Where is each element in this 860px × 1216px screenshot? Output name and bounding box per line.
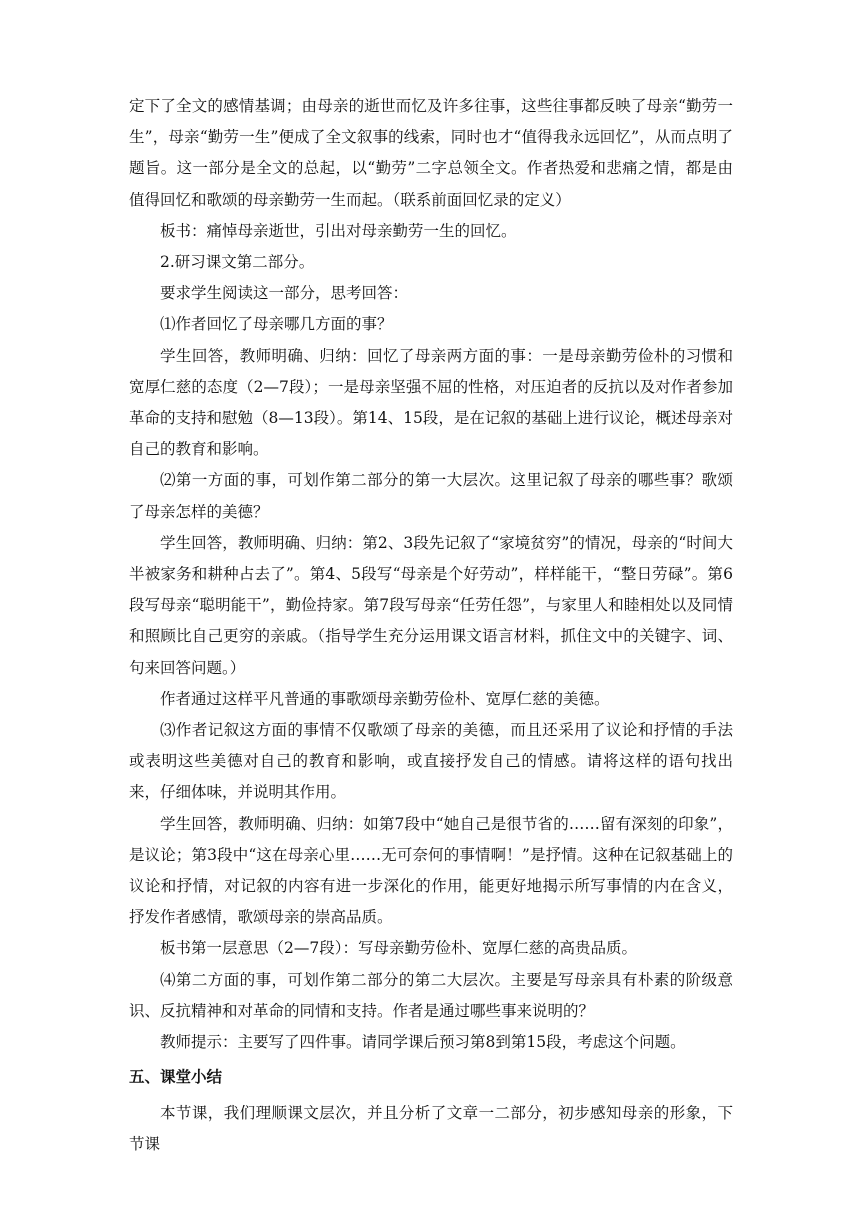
answer-paragraph: 学生回答，教师明确、归纳：回忆了母亲两方面的事：一是母亲勤劳俭朴的习惯和宽厚仁慈的态度（2—7段）；一是母亲坚强不屈的性格，对压迫者的反抗以及对作者参加革命的支持和慰勉（8—13段）。第14、15段，是在记叙的基础上进行议论，概述母亲对自己的教育和影响。 — [129, 346, 733, 459]
blackboard-note: 板书第一层意思（2—7段）：写母亲勤劳俭朴、宽厚仁慈的高贵品质。 — [160, 939, 637, 958]
teacher-hint: 教师提示：主要写了四件事。请同学课后预习第8到第15段，考虑这个问题。 — [160, 1033, 686, 1052]
answer-paragraph: 学生回答，教师明确、归纳：第2、3段先记叙了“家境贫穷”的情况，母亲的“时间大半被家务和耕种占去了”。第4、5段写“母亲是个好劳动”，样样能干，“整日劳碌”。第6段写母亲“聪明能干”，勤俭持家。第7段写母亲“任劳任怨”，与家里人和睦相处以及同情和照顾比自己更穷的亲戚。（指导学生充分运用课文语言材料，抓住文中的关键字、词、句来回答问题。） — [129, 533, 733, 677]
body-paragraph: 作者通过这样平凡普通的事歌颂母亲勤劳俭朴、宽厚仁慈的美德。 — [160, 689, 610, 708]
closing-paragraph: 本节课，我们理顺课文层次，并且分析了文章一二部分，初步感知母亲的形象，下节课 — [129, 1103, 733, 1153]
document-page — [129, 91, 733, 1160]
step-heading: 2.研习课文第二部分。 — [160, 253, 315, 272]
question-item: ⑴作者回忆了母亲哪几方面的事？ — [160, 315, 393, 334]
blackboard-note: 板书：痛悼母亲逝世，引出对母亲勤劳一生的回忆。 — [160, 221, 517, 240]
question-item: ⑶作者记叙这方面的事情不仅歌颂了母亲的美德，而且还采用了议论和抒情的手法或表明这些美德对自己的教育和影响，或直接抒发自己的情感。请将这样的语句找出来，仔细体味，并说明其作用。 — [129, 721, 733, 802]
answer-paragraph: 学生回答，教师明确、归纳：如第7段中“她自己是很节省的……留有深刻的印象”，是议论；第3段中“这在母亲心里……无可奈何的事情啊！”是抒情。这种在记叙基础上的议论和抒情，对记叙的内容有进一步深化的作用，能更好地揭示所写事情的内在含义，抒发作者感情，歌颂母亲的崇高品质。 — [129, 814, 733, 927]
body-paragraph: 定下了全文的感情基调；由母亲的逝世而忆及许多往事，这些往事都反映了母亲“勤劳一生”，母亲“勤劳一生”便成了全文叙事的线索，同时也才“值得我永远回忆”，从而点明了题旨。这一部分是全文的总起，以“勤劳”二字总领全文。作者热爱和悲痛之情，都是由值得回忆和歌颂的母亲勤劳一生而起。（联系前面回忆录的定义） — [129, 97, 733, 209]
question-item: ⑵第一方面的事，可划作第二部分的第一大层次。这里记叙了母亲的哪些事？歌颂了母亲怎样的美德？ — [129, 471, 733, 521]
body-paragraph: 要求学生阅读这一部分，思考回答： — [160, 284, 409, 303]
section-heading: 五、课堂小结 — [129, 1068, 223, 1087]
question-item: ⑷第二方面的事，可划作第二部分的第二大层次。主要是写母亲具有朴素的阶级意识、反抗精神和对革命的同情和支持。作者是通过哪些事来说明的？ — [129, 970, 733, 1020]
